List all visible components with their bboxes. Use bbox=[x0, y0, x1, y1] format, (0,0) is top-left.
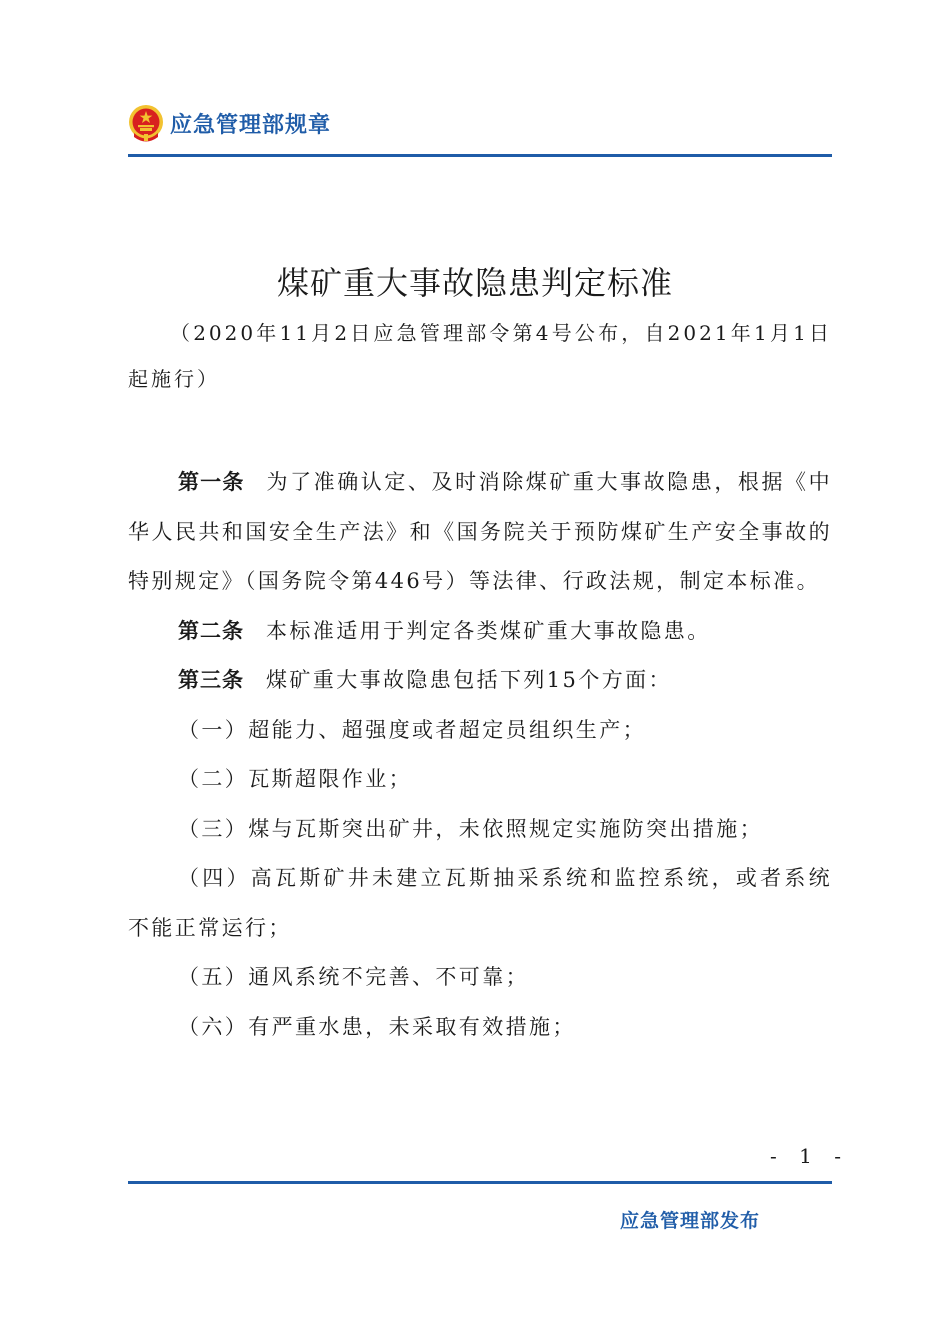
header-title: 应急管理部规章 bbox=[170, 112, 332, 138]
article-1 bbox=[128, 458, 832, 607]
list-item: （五）通风系统不完善、不可靠； bbox=[178, 965, 529, 989]
article-label: 第三条 bbox=[178, 668, 244, 692]
national-emblem-icon bbox=[128, 104, 164, 142]
list-item: （六）有严重水患，未采取有效措施； bbox=[178, 1014, 576, 1039]
list-item: （三）煤与瓦斯突出矿井，未依照规定实施防突出措施； bbox=[178, 816, 763, 841]
page-header bbox=[128, 100, 331, 146]
list-item: （二）瓦斯超限作业； bbox=[178, 767, 412, 791]
document-body bbox=[128, 458, 832, 1052]
list-item: （四）高瓦斯矿井未建立瓦斯抽采系统和监控系统，或者系统不能正常运行； bbox=[128, 866, 832, 940]
article-label: 第一条 bbox=[178, 470, 245, 494]
article-text: 煤矿重大事故隐患包括下列15个方面： bbox=[266, 668, 672, 692]
footer-publisher: 应急管理部发布 bbox=[620, 1210, 761, 1232]
article-text: 为了准确认定、及时消除煤矿重大事故隐患，根据《中华人民共和国安全生产法》和《国务院关于预防煤矿生产安全事故的特别规定》（国务院令第446号）等法律、行政法规，制定本标准。 bbox=[128, 470, 832, 593]
article-2 bbox=[128, 607, 832, 657]
article-label: 第二条 bbox=[178, 618, 244, 643]
article-text: 本标准适用于判定各类煤矿重大事故隐患。 bbox=[266, 618, 711, 643]
article-3 bbox=[128, 656, 832, 706]
header-divider bbox=[128, 154, 832, 157]
page-number: - 1 - bbox=[770, 1144, 849, 1168]
document-subtitle: （2020年11月2日应急管理部令第4号公布，自2021年1月1日起施行） bbox=[128, 321, 832, 391]
footer-divider bbox=[128, 1181, 832, 1184]
list-item: （一）超能力、超强度或者超定员组织生产； bbox=[178, 717, 646, 742]
document-title: 煤矿重大事故隐患判定标准 bbox=[276, 264, 673, 302]
